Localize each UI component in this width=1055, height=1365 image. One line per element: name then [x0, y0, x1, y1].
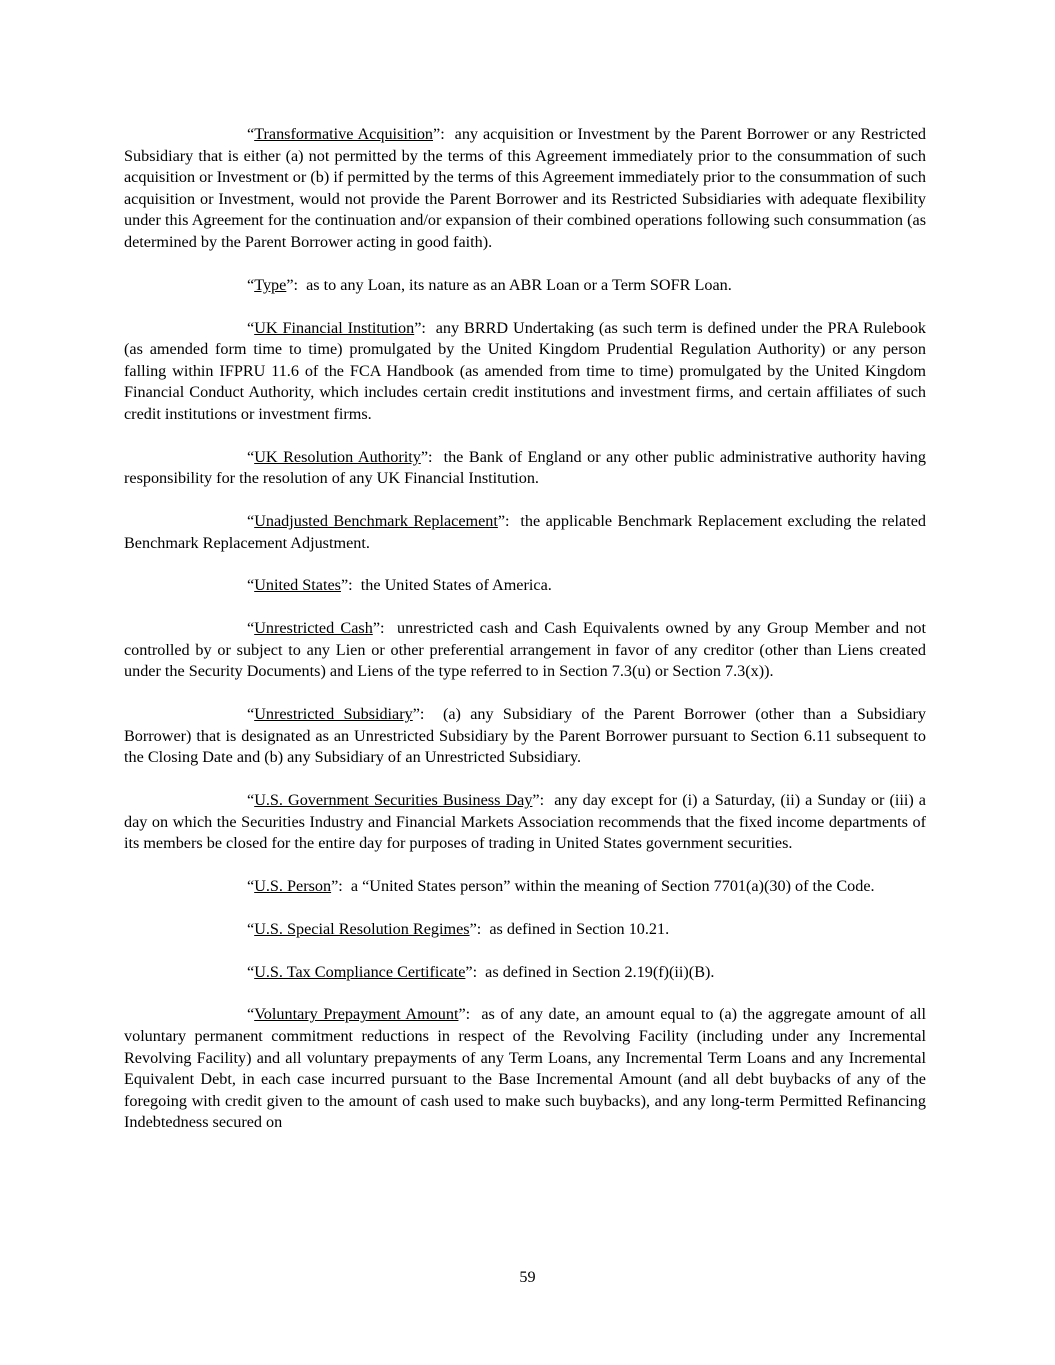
definition-body: any day except for (i) a Saturday, (ii) a Sunday or (iii) a day on which the Securities Industry and Financial Markets Association recommends that the fixed income departments of its members be closed for the entire day for purposes of trading in United States government securities. — [124, 791, 926, 853]
defined-term: Voluntary Prepayment Amount — [254, 1005, 459, 1024]
definition-body: the United States of America. — [360, 576, 552, 595]
definition-uk-resolution-authority: “UK Resolution Authority”: the Bank of England or any other public administrative authority having responsibility for the resolution of any UK Financial Institution. — [124, 447, 926, 488]
definition-body: (a) any Subsidiary of the Parent Borrower (other than a Subsidiary Borrower) that is designated as an Unrestricted Subsidiary by the Parent Borrower pursuant to Section 6.11 subsequent to the Closing Date and (b) any Subsidiary of an Unrestricted Subsidiary. — [124, 705, 926, 767]
defined-term: U.S. Special Resolution Regimes — [254, 919, 470, 938]
defined-term: UK Resolution Authority — [254, 447, 421, 466]
definition-body: any BRRD Undertaking (as such term is defined under the PRA Rulebook (as amended form time to time) promulgated by the United Kingdom Prudential Regulation Authority) or any person falling within IFPRU 11.6 of the FCA Handbook (as amended from time to time) promulgated by the United Kingdom Financial Conduct Authority, which includes certain credit institutions and investment firms, and certain affiliates of such credit institutions or investment firms. — [124, 318, 927, 423]
definition-uk-financial-institution: “UK Financial Institution”: any BRRD Undertaking (as such term is defined under the PRA Rulebook (as amended form time to time) promulgated by the United Kingdom Prudential Regulation Authority) or any person falling within IFPRU 11.6 of the FCA Handbook (as amended from time to time) promulgated by the United Kingdom Financial Conduct Authority, which includes certain credit institutions and investment firms, and certain affiliates of such credit institutions or investment firms. — [124, 318, 927, 423]
document-page — [124, 124, 926, 1155]
defined-term: Unadjusted Benchmark Replacement — [254, 512, 498, 531]
definition-us-government-securities-business-day: “U.S. Government Securities Business Day”: any day except for (i) a Saturday, (ii) a Sunday or (iii) a day on which the Securities Industry and Financial Markets Association recommends that the fixed income departments of its members be closed for the entire day for purposes of trading in United States government securities. — [124, 791, 926, 853]
defined-term: Type — [254, 275, 287, 294]
definition-united-states: “United States”: the United States of America. — [247, 576, 552, 595]
defined-term: Transformative Acquisition — [254, 125, 434, 143]
definition-body: as defined in Section 10.21. — [489, 919, 670, 938]
definition-body: the Bank of England or any other public administrative authority having responsibility for the resolution of any UK Financial Institution. — [124, 447, 926, 488]
definition-body: unrestricted cash and Cash Equivalents owned by any Group Member and not controlled by or subject to any Lien or other preferential arrangement in favor of any creditor (other than Liens created under the Security Documents) and Liens of the type referred to in Section 7.3(u) or Section 7.3(x)). — [124, 619, 926, 681]
definition-body: a “United States person” within the meaning of Section 7701(a)(30) of the Code. — [350, 877, 875, 896]
defined-term: U.S. Government Securities Business Day — [254, 791, 533, 810]
defined-term: Unrestricted Cash — [254, 619, 373, 638]
definition-body: as to any Loan, its nature as an ABR Loan or a Term SOFR Loan. — [306, 275, 732, 294]
defined-term: U.S. Tax Compliance Certificate — [254, 962, 466, 981]
definition-unadjusted-benchmark-replacement: “Unadjusted Benchmark Replacement”: the applicable Benchmark Replacement excluding the related Benchmark Replacement Adjustment. — [124, 512, 926, 552]
definition-us-special-resolution-regimes: “U.S. Special Resolution Regimes”: as defined in Section 10.21. — [247, 919, 670, 938]
definition-body: the applicable Benchmark Replacement excluding the related Benchmark Replacement Adjustment. — [124, 512, 926, 552]
definition-voluntary-prepayment-amount: “Voluntary Prepayment Amount”: as of any date, an amount equal to (a) the aggregate amount of all voluntary permanent commitment reductions in respect of the Revolving Facility (including under any Incremental Revolving Facility) and all voluntary prepayments of any Term Loans, any Incremental Term Loans and any Incremental Equivalent Debt, in each case incurred pursuant to the Base Incremental Amount (and all debt buybacks of any of the foregoing with credit given to the amount of cash used to make such buybacks), and any long-term Permitted Refinancing Indebtedness secured on — [124, 1005, 927, 1132]
defined-term: United States — [254, 576, 341, 595]
definition-unrestricted-subsidiary: “Unrestricted Subsidiary”: (a) any Subsidiary of the Parent Borrower (other than a Subsidiary Borrower) that is designated as an Unrestricted Subsidiary by the Parent Borrower pursuant to Section 6.11 subsequent to the Closing Date and (b) any Subsidiary of an Unrestricted Subsidiary. — [124, 705, 926, 767]
definition-unrestricted-cash: “Unrestricted Cash”: unrestricted cash and Cash Equivalents owned by any Group Member and not controlled by or subject to any Lien or other preferential arrangement in favor of any creditor (other than Liens created under the Security Documents) and Liens of the type referred to in Section 7.3(u) or Section 7.3(x)). — [124, 619, 926, 681]
definition-type: “Type”: as to any Loan, its nature as an ABR Loan or a Term SOFR Loan. — [247, 275, 732, 294]
page-number: 59 — [519, 1268, 536, 1286]
definition-transformative-acquisition: “Transformative Acquisition”: any acquisition or Investment by the Parent Borrower or any Restricted Subsidiary that is either (a) not permitted by the terms of this Agreement immediately prior to the consummation of such acquisition or Investment or (b) if permitted by the terms of this Agreement immediately prior to the consummation of such acquisition or Investment, would not provide the Parent Borrower and its Restricted Subsidiaries with adequate flexibility under this Agreement for the continuation and/or expansion of their combined operations following such consummation (as determined by the Parent Borrower acting in good faith). — [124, 125, 926, 251]
definition-us-person: “U.S. Person”: a “United States person” within the meaning of Section 7701(a)(30) of the Code. — [247, 877, 875, 896]
defined-term: U.S. Person — [254, 877, 332, 896]
definition-body: any acquisition or Investment by the Parent Borrower or any Restricted Subsidiary that is either (a) not permitted by the terms of this Agreement immediately prior to the consummation of such acquisition or Investment or (b) if permitted by the terms of this Agreement immediately prior to the consummation of such acquisition or Investment, would not provide the Parent Borrower and its Restricted Subsidiaries with adequate flexibility under this Agreement for the continuation and/or expansion of their combined operations following such consummation (as determined by the Parent Borrower acting in good faith). — [124, 125, 926, 251]
definition-us-tax-compliance-certificate: “U.S. Tax Compliance Certificate”: as defined in Section 2.19(f)(ii)(B). — [247, 962, 715, 981]
definition-body: as defined in Section 2.19(f)(ii)(B). — [485, 962, 715, 981]
defined-term: UK Financial Institution — [254, 318, 415, 337]
definition-body: as of any date, an amount equal to (a) the aggregate amount of all voluntary permanent commitment reductions in respect of the Revolving Facility (including under any Incremental Revolving Facility) and all voluntary prepayments of any Term Loans, any Incremental Term Loans and any Incremental Equivalent Debt, in each case incurred pursuant to the Base Incremental Amount (and all debt buybacks of any of the foregoing with credit given to the amount of cash used to make such buybacks), and any long-term Permitted Refinancing Indebtedness secured on — [124, 1005, 927, 1132]
defined-term: Unrestricted Subsidiary — [254, 705, 413, 724]
